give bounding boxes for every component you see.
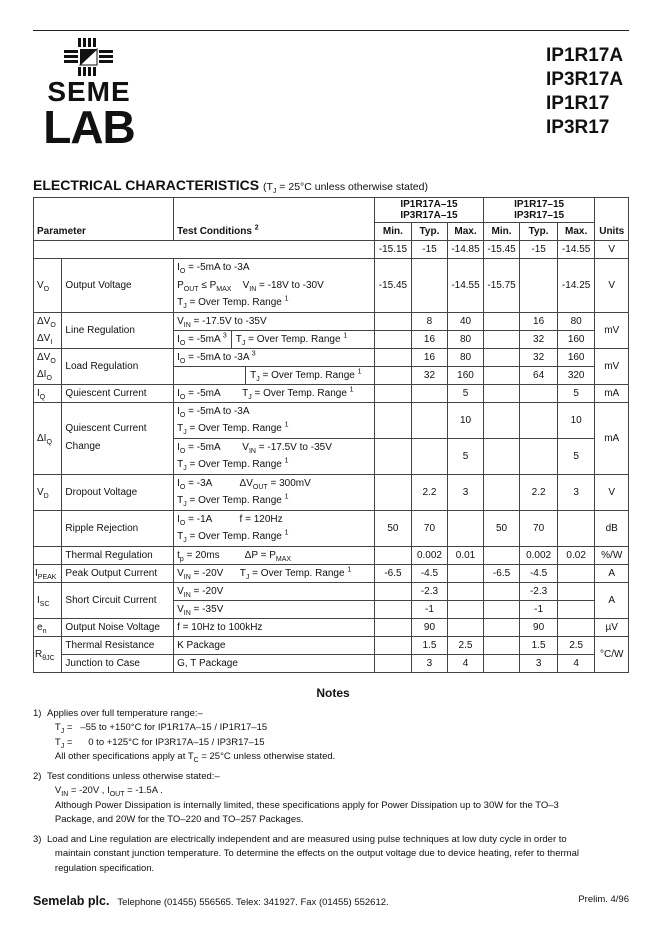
table-row [34, 402, 629, 438]
unit-cell: mV [595, 348, 629, 384]
value-cell [411, 384, 448, 402]
value-cell: 5 [448, 438, 484, 474]
note-2 [33, 770, 633, 828]
value-cell: 320 [557, 366, 595, 384]
value-cell: -15.75 [483, 259, 520, 313]
hdr-min: Min. [375, 223, 412, 241]
hdr-group-b: IP1R17–15 IP3R17–15 [483, 198, 595, 223]
unit-cell: dB [595, 510, 629, 546]
value-cell: 5 [557, 438, 595, 474]
value-cell: -6.5 [483, 564, 520, 582]
value-cell [375, 636, 412, 654]
note-number: 2) [33, 770, 42, 782]
table-row [34, 384, 629, 402]
value-cell: 3 [520, 654, 558, 672]
value-cell: -4.5 [520, 564, 558, 582]
value-cell [483, 582, 520, 600]
unit-cell: mV [595, 312, 629, 348]
unit-cell: mA [595, 402, 629, 474]
cond-cell [174, 259, 375, 313]
hdr-max: Max. [557, 223, 595, 241]
unit-cell: mA [595, 384, 629, 402]
cond-line: $I_O = -5mA$ to -3A [177, 262, 250, 275]
note-body: Test conditions unless otherwise stated:– $V_{IN} = -20V$ , $I_{OUT} = -1.5A$ . Although Power Dissipation is internally limited, these specifications apply for Power Dissipation up to 30W for the TO–3 Package, and 20W for the TO–220 and TO–257 Packages. [47, 770, 559, 825]
param-cell: Line Regulation [62, 312, 174, 348]
table-row [34, 582, 629, 600]
cond-cell: $I_O = -5mA$ $T_J$ = Over Temp. Range $^1$ [174, 384, 375, 402]
value-cell: 70 [411, 510, 448, 546]
value-cell [448, 582, 484, 600]
value-cell: 2.5 [448, 636, 484, 654]
value-cell: 3 [448, 474, 484, 510]
section-condition: ($T_J = 25^\circ C$ unless otherwise stated) [262, 181, 428, 196]
value-cell: 2.5 [557, 636, 595, 654]
param-cell: Output Noise Voltage [62, 618, 174, 636]
param-cell: Dropout Voltage [62, 474, 174, 510]
value-cell: -15.15 [375, 241, 412, 259]
value-cell: -4.5 [411, 564, 448, 582]
value-cell: -2.3 [411, 582, 448, 600]
value-cell: 70 [520, 510, 558, 546]
value-cell: 10 [448, 402, 484, 438]
value-cell [557, 582, 595, 600]
value-cell: 8 [411, 312, 448, 330]
table-row [34, 654, 629, 672]
param-cell: Quiescent Current Change [62, 402, 174, 474]
value-cell [448, 618, 484, 636]
cond-cell: $V_{IN} = -17.5V$ to -35V [174, 312, 375, 330]
unit-cell: V [595, 259, 629, 313]
cond-cell: G, T Package [174, 654, 375, 672]
unit-cell: %/W [595, 546, 629, 564]
value-cell [375, 330, 412, 348]
cond-cell [174, 330, 375, 348]
symbol-cell: $R_{\theta JC}$ [34, 636, 62, 672]
cond-part: $I_O = -5mA$ $^3$ [177, 332, 227, 347]
cond-cell: $V_{IN} = -35V$ [174, 600, 375, 618]
cond-cell [174, 366, 375, 384]
value-cell: 16 [411, 330, 448, 348]
param-cell: Output Voltage [62, 259, 174, 313]
footer-ref: Prelim. 4/96 [578, 894, 629, 905]
value-cell [520, 438, 558, 474]
value-cell: -1 [411, 600, 448, 618]
value-cell: 2.2 [411, 474, 448, 510]
table-row [34, 564, 629, 582]
hdr-parameter: Parameter [34, 198, 174, 241]
part-number: IP3R17A [546, 69, 624, 90]
param-cell: Quiescent Current [62, 384, 174, 402]
unit-cell: °C/W [595, 636, 629, 672]
value-cell [483, 330, 520, 348]
value-cell: 16 [411, 348, 448, 366]
value-cell: 3 [411, 654, 448, 672]
semelab-logo [33, 36, 145, 153]
note-number: 3) [33, 833, 42, 845]
part-numbers [546, 44, 623, 140]
value-cell: 90 [411, 618, 448, 636]
footer-contact: Telephone (01455) 556565. Telex: 341927. Fax (01455) 552612. [117, 897, 389, 908]
value-cell [483, 438, 520, 474]
value-cell: 5 [557, 384, 595, 402]
value-cell: -15.45 [483, 241, 520, 259]
value-cell: 2.2 [520, 474, 558, 510]
value-cell: 4 [557, 654, 595, 672]
symbol-cell: $V_D$ [34, 474, 62, 510]
param-cell: Junction to Case [62, 654, 174, 672]
value-cell [483, 546, 520, 564]
section-title [33, 177, 428, 196]
value-cell [483, 402, 520, 438]
cond-cell: $I_O = -5mA$ to -3A $T_J$ = Over Temp. Range $^1$ [174, 402, 375, 438]
value-cell [483, 636, 520, 654]
value-cell [375, 618, 412, 636]
value-cell: 3 [557, 474, 595, 510]
value-cell [375, 384, 412, 402]
value-cell [411, 402, 448, 438]
cond-cell: $t_p = 20ms$ $\Delta P = P_{MAX}$ [174, 546, 375, 564]
cond-cell: $V_{IN} = -20V$ [174, 582, 375, 600]
hdr-units: Units [595, 198, 629, 241]
value-cell: 160 [557, 330, 595, 348]
symbol-cell: $I_Q$ [34, 384, 62, 402]
value-cell: 0.02 [557, 546, 595, 564]
note-body: Load and Line regulation are electrically independent and are measured using pulse techniques at low duty cycle in order to maintain constant junction temperature. To determine the effects on the output voltage due to device heating, refer to thermal regulation specification. [47, 833, 579, 874]
param-cell: Thermal Regulation [62, 546, 174, 564]
table-row [34, 348, 629, 366]
value-cell: -15 [411, 241, 448, 259]
value-cell: 80 [448, 348, 484, 366]
cond-line: $T_J$ = Over Temp. Range $^1$ [177, 295, 289, 310]
value-cell: 50 [483, 510, 520, 546]
value-cell: 160 [448, 366, 484, 384]
symbol-cell: $V_O$ [34, 259, 62, 313]
value-cell: 32 [520, 330, 558, 348]
note-1 [33, 707, 633, 765]
value-cell: -15.45 [375, 259, 412, 313]
value-cell: 32 [411, 366, 448, 384]
value-cell: -14.85 [448, 241, 484, 259]
value-cell [375, 366, 412, 384]
value-cell: 0.002 [520, 546, 558, 564]
header-row [34, 198, 629, 223]
value-cell: 50 [375, 510, 412, 546]
table-row [34, 636, 629, 654]
value-cell [375, 438, 412, 474]
value-cell [483, 312, 520, 330]
unit-cell: A [595, 564, 629, 582]
param-cell: Peak Output Current [62, 564, 174, 582]
value-cell [375, 474, 412, 510]
cond-cell: $I_O = -3A$ $\Delta V_{OUT} = 300mV$ $T_J$ = Over Temp. Range $^1$ [174, 474, 375, 510]
value-cell [375, 600, 412, 618]
value-cell: 5 [448, 384, 484, 402]
hdr-group-a: IP1R17A–15 IP3R17A–15 [375, 198, 484, 223]
value-cell: 4 [448, 654, 484, 672]
symbol-cell: $\Delta V_O$ $\Delta V_I$ [34, 312, 62, 348]
symbol-cell: $\Delta I_Q$ [34, 402, 62, 474]
empty-cell [34, 241, 375, 259]
note-number: 1) [33, 707, 42, 719]
value-cell [448, 600, 484, 618]
symbol-cell: $\Delta V_O$ $\Delta I_O$ [34, 348, 62, 384]
value-cell [557, 618, 595, 636]
empty-cell [34, 510, 62, 546]
value-cell: -2.3 [520, 582, 558, 600]
value-cell: 0.01 [448, 546, 484, 564]
value-cell [375, 654, 412, 672]
hdr-typ: Typ. [411, 223, 448, 241]
value-cell: 40 [448, 312, 484, 330]
value-cell [375, 546, 412, 564]
footer-company: Semelab plc. [33, 894, 110, 908]
param-cell: Load Regulation [62, 348, 174, 384]
value-cell [483, 348, 520, 366]
cond-part: $T_J$ = Over Temp. Range $^1$ [231, 331, 347, 348]
value-cell: -14.55 [557, 241, 595, 259]
hdr-test-conditions: Test Conditions $^2$ [174, 198, 375, 241]
cond-line: $P_{OUT} \le P_{MAX}$ $V_{IN} = -18V$ to -30V [177, 279, 324, 293]
param-cell: Short Circuit Current [62, 582, 174, 618]
part-number: IP3R17 [546, 117, 610, 138]
value-cell [483, 384, 520, 402]
value-cell [483, 600, 520, 618]
value-cell [375, 348, 412, 366]
cond-cell: $I_O = -5mA$ to -3A $^3$ [174, 348, 375, 366]
table-row [34, 510, 629, 546]
table-row [34, 241, 629, 259]
value-cell [520, 384, 558, 402]
value-cell [375, 402, 412, 438]
value-cell [557, 564, 595, 582]
cond-cell: $V_{IN} = -20V$ $T_J$ = Over Temp. Range $^1$ [174, 564, 375, 582]
value-cell: 90 [520, 618, 558, 636]
table-row [34, 474, 629, 510]
table-row [34, 312, 629, 330]
value-cell: 0.002 [411, 546, 448, 564]
hdr-typ: Typ. [520, 223, 558, 241]
hdr-min: Min. [483, 223, 520, 241]
part-number: IP1R17 [546, 93, 610, 114]
value-cell [411, 438, 448, 474]
unit-cell: µV [595, 618, 629, 636]
value-cell: 1.5 [411, 636, 448, 654]
note-3 [33, 833, 633, 877]
value-cell: 16 [520, 312, 558, 330]
symbol-cell: $I_{PEAK}$ [34, 564, 62, 582]
cond-cell: $I_O = -5mA$ $V_{IN} = -17.5V$ to -35V $T_J$ = Over Temp. Range $^1$ [174, 438, 375, 474]
value-cell [375, 582, 412, 600]
empty-cell [34, 546, 62, 564]
logo-seme: SEME [47, 76, 131, 107]
param-cell: Ripple Rejection [62, 510, 174, 546]
unit-cell: V [595, 474, 629, 510]
value-cell: 1.5 [520, 636, 558, 654]
value-cell [483, 474, 520, 510]
unit-cell: A [595, 582, 629, 618]
value-cell [483, 618, 520, 636]
notes-section [33, 686, 633, 881]
part-number: IP1R17A [546, 45, 624, 66]
value-cell: -1 [520, 600, 558, 618]
table-row [34, 546, 629, 564]
value-cell: 160 [557, 348, 595, 366]
top-rule [33, 30, 629, 31]
cond-cell: K Package [174, 636, 375, 654]
value-cell: 80 [557, 312, 595, 330]
cond-cell: f = 10Hz to 100kHz [174, 618, 375, 636]
value-cell: -6.5 [375, 564, 412, 582]
value-cell [448, 564, 484, 582]
section-title-text: ELECTRICAL CHARACTERISTICS [33, 177, 260, 193]
cond-part: $T_J$ = Over Temp. Range $^1$ [245, 367, 361, 384]
notes-title: Notes [316, 686, 350, 700]
value-cell: 64 [520, 366, 558, 384]
value-cell: 10 [557, 402, 595, 438]
unit-cell: V [595, 241, 629, 259]
electrical-characteristics-table [33, 197, 629, 673]
value-cell: -15 [520, 241, 558, 259]
value-cell [483, 654, 520, 672]
table-row [34, 618, 629, 636]
value-cell [375, 312, 412, 330]
value-cell [448, 510, 484, 546]
value-cell [557, 510, 595, 546]
symbol-cell: $e_n$ [34, 618, 62, 636]
value-cell: -14.25 [557, 259, 595, 313]
value-cell: -14.55 [448, 259, 484, 313]
value-cell: 80 [448, 330, 484, 348]
logo-lab: LAB [43, 101, 135, 153]
value-cell: 32 [520, 348, 558, 366]
value-cell [411, 259, 448, 313]
value-cell [520, 259, 558, 313]
cond-cell: $I_O = -1A$ f = 120Hz $T_J$ = Over Temp. Range $^1$ [174, 510, 375, 546]
value-cell [557, 600, 595, 618]
value-cell [483, 366, 520, 384]
table-row [34, 259, 629, 313]
value-cell [520, 402, 558, 438]
symbol-cell: $I_{SC}$ [34, 582, 62, 618]
footer [33, 894, 629, 908]
param-cell: Thermal Resistance [62, 636, 174, 654]
hdr-max: Max. [448, 223, 484, 241]
note-body: Applies over full temperature range:– $T_J = -55$ to +150°C for IP1R17A–15 / IP1R17–15 $T_J$ = 0 to +125°C for IP3R17A–15 / IP3R17–15 All other specifications apply at $T_C = 25^\circ C$ unless otherwise stated. [47, 707, 336, 764]
